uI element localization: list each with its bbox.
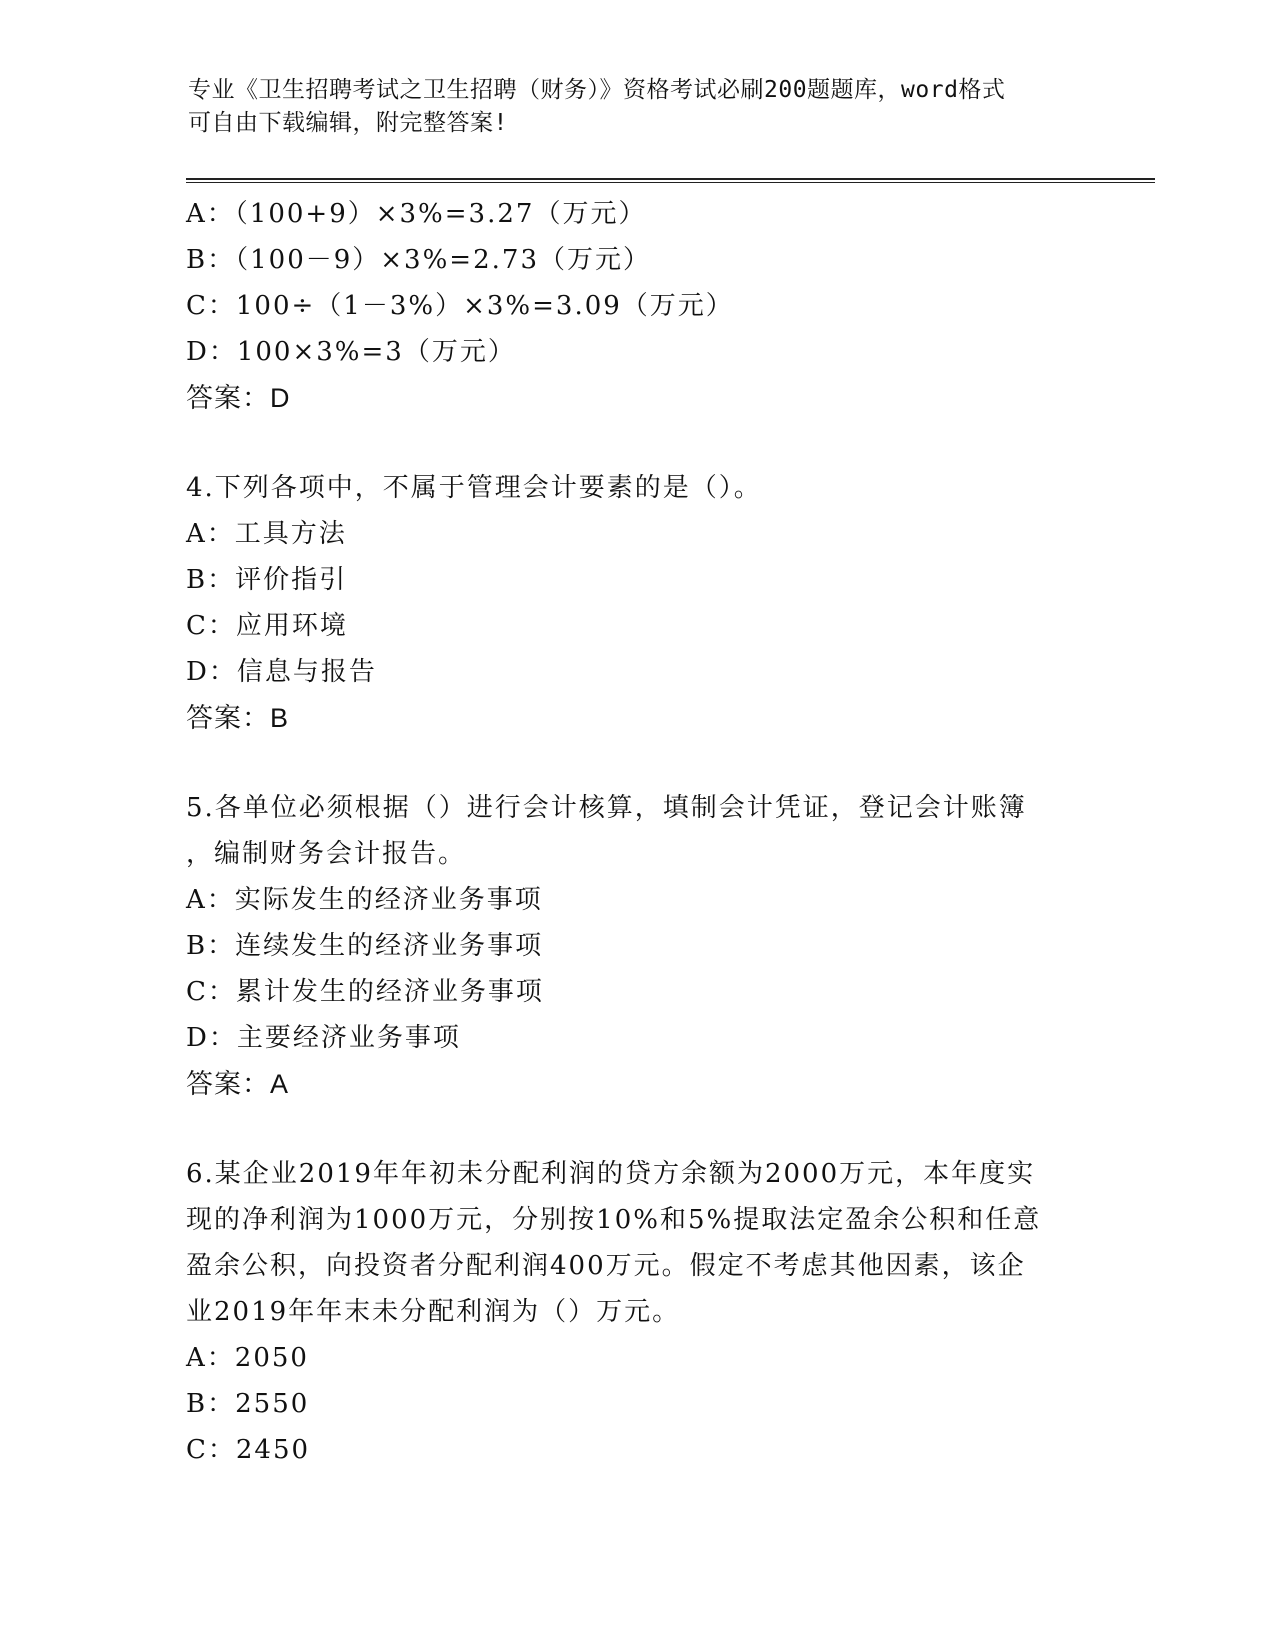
answer: 答案：D: [186, 383, 291, 413]
question-5: [186, 785, 1086, 1107]
option-d: D：信息与报告: [186, 657, 377, 687]
document-header: [188, 74, 1088, 140]
answer: 答案：A: [186, 1069, 290, 1099]
question-3: [186, 191, 1086, 421]
option-a: A：2050: [186, 1343, 309, 1373]
question-stem-line-3: 盈余公积，向投资者分配利润400万元。假定不考虑其他因素，该企: [186, 1251, 1026, 1281]
answer: 答案：B: [186, 703, 290, 733]
question-stem: 4.下列各项中，不属于管理会计要素的是（）。: [186, 473, 762, 503]
option-c: C：应用环境: [186, 611, 348, 641]
header-line-2: 可自由下载编辑，附完整答案!: [188, 110, 508, 136]
question-list: [186, 191, 1086, 1473]
header-line-1: 专业《卫生招聘考试之卫生招聘（财务）》资格考试必刷200题题库，word格式: [188, 77, 1006, 103]
option-b: B：2550: [186, 1389, 310, 1419]
option-d: D：主要经济业务事项: [186, 1023, 461, 1053]
question-6: [186, 1151, 1086, 1473]
question-stem-line-1: 6.某企业2019年年初未分配利润的贷方余额为2000万元，本年度实: [186, 1159, 1036, 1189]
option-a: A：实际发生的经济业务事项: [186, 885, 543, 915]
question-4: [186, 465, 1086, 741]
option-c: C：累计发生的经济业务事项: [186, 977, 544, 1007]
question-stem-line-2: 现的净利润为1000万元，分别按10%和5%提取法定盈余公积和任意: [186, 1205, 1042, 1235]
question-stem-line-4: 业2019年年末未分配利润为（）万元。: [186, 1297, 681, 1327]
header-divider: [186, 178, 1155, 183]
option-d: D：100×3%=3（万元）: [186, 337, 516, 367]
option-b: B：（100－9）×3%=2.73（万元）: [186, 245, 651, 275]
question-stem-line-1: 5.各单位必须根据（）进行会计核算，填制会计凭证，登记会计账簿: [186, 793, 1027, 823]
option-a: A：工具方法: [186, 519, 347, 549]
option-a: A：（100+9）×3%=3.27（万元）: [186, 199, 647, 229]
option-b: B：评价指引: [186, 565, 348, 595]
question-stem-line-2: ，编制财务会计报告。: [186, 839, 467, 869]
option-b: B：连续发生的经济业务事项: [186, 931, 544, 961]
option-c: C：2450: [186, 1435, 311, 1465]
option-c: C：100÷（1－3%）×3%=3.09（万元）: [186, 291, 734, 321]
